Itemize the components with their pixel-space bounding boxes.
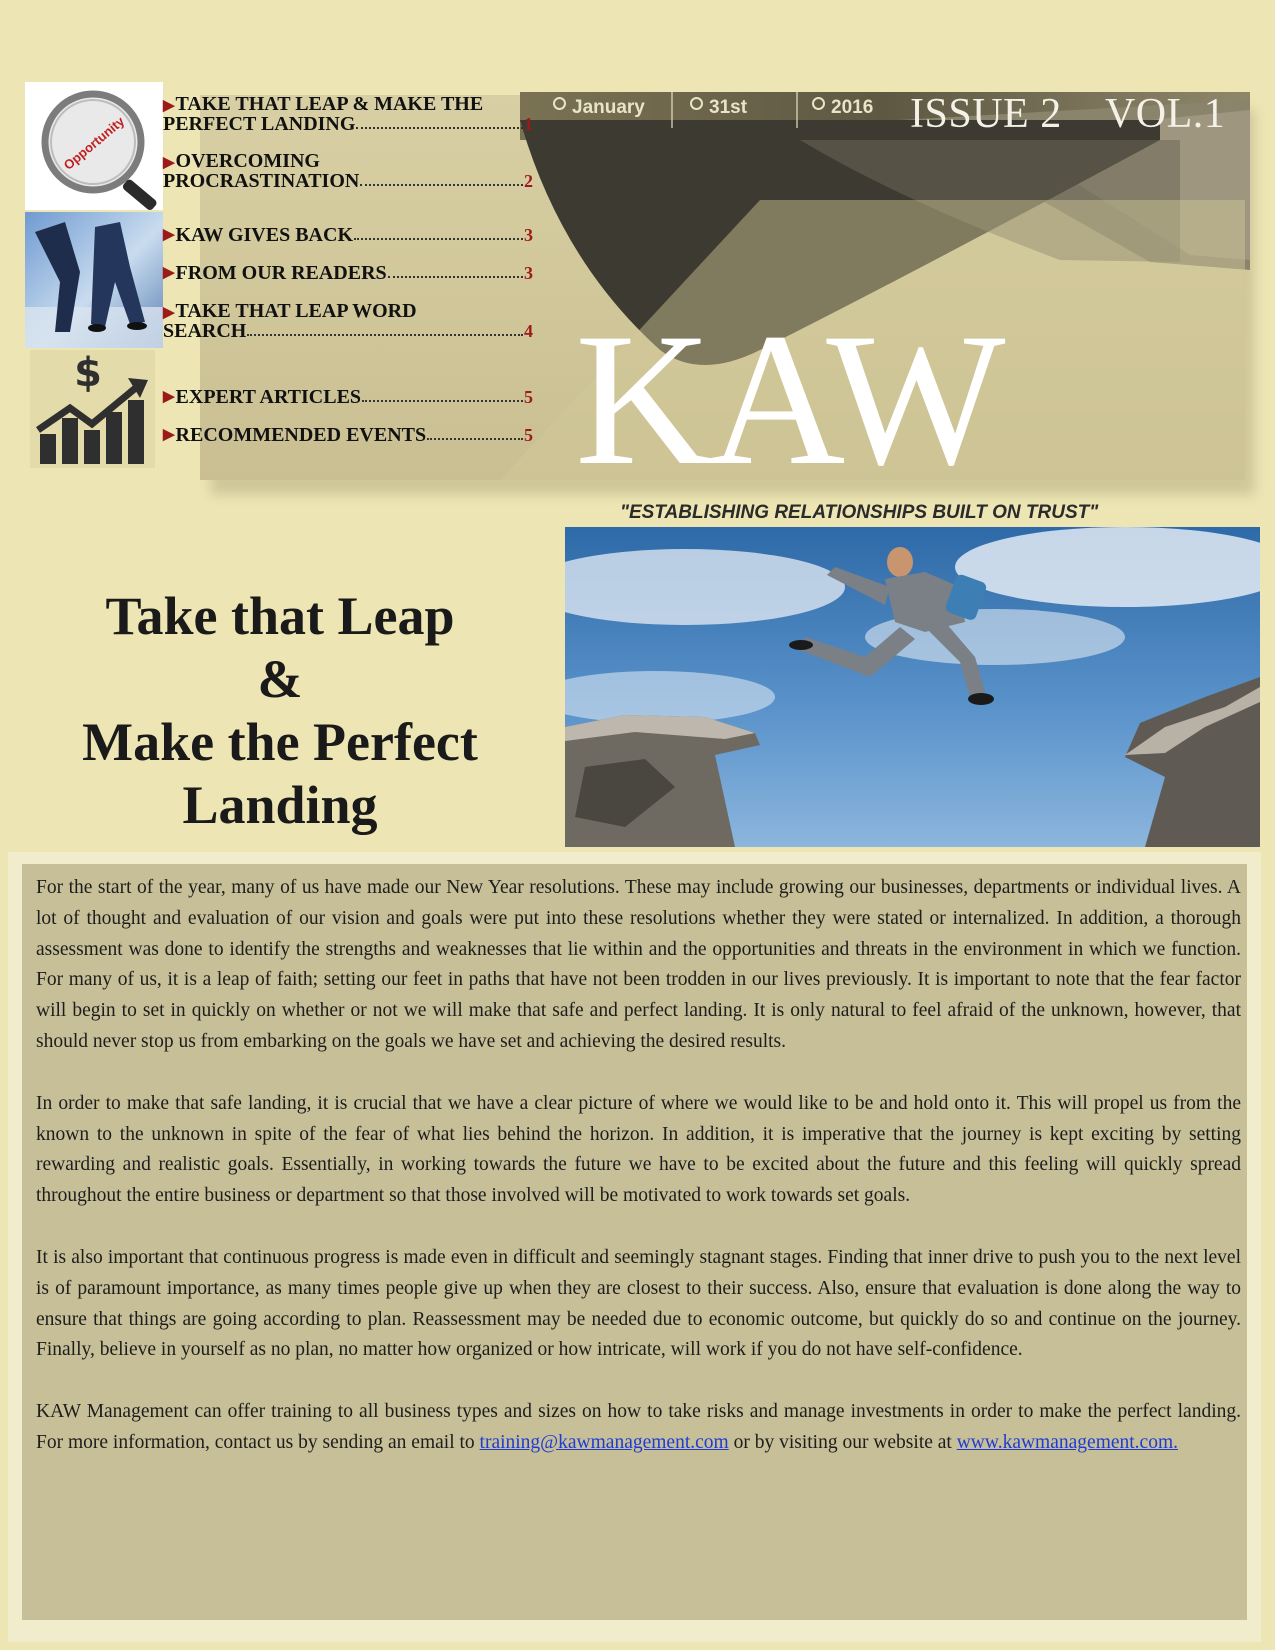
bullet-icon	[690, 97, 703, 110]
walking-thumbnail	[25, 212, 163, 348]
date-year: 2016	[812, 97, 873, 119]
bullet-icon	[812, 97, 825, 110]
toc-entry-4[interactable]: ▶ FROM OUR READERS 3	[163, 262, 533, 284]
svg-text:$: $	[74, 350, 102, 396]
toc-entry-2[interactable]: ▶OVERCOMING PROCRASTINATION 2	[163, 150, 533, 192]
magnifier-word: Opportunity	[60, 113, 128, 173]
article-body	[36, 873, 1241, 1490]
leap-photo	[565, 527, 1260, 847]
paragraph-1: For the start of the year, many of us have made our New Year resolutions. These may include growing our businesses, departments or individual lives. A lot of thought and evaluation of our vision and goals were put into these resolutions whether they were stated or internalized. In addition, a thorough assessment was done to identify the strengths and weaknesses that lie within and the opportunities and threats in the environment in which we function. For many of us, it is a leap of faith; setting our feet in paths that have not been trodden in our lives previously. It is important to note that the fear factor will begin to set in quickly on whether or not we will make that safe and perfect landing. It is only natural to feel afraid of the unknown, however, that should never stop us from embarking on the goals we have set and achieving the desired results.	[36, 877, 1241, 1052]
paragraph-2: In order to make that safe landing, it is crucial that we have a clear picture of where we would like to be and hold onto it. This will propel us from the known to the unknown in spite of the fear of what lies behind the horizon. In addition, it is imperative that the journey is kept exciting by setting rewarding and realistic goals. Essentially, in working towards the future we have to be excited about the future and this feeling will quickly spread throughout the entire business or department so that those involved will be motivated to work towards set goals.	[36, 1092, 1241, 1207]
email-link[interactable]: training@kawmanagement.com	[479, 1431, 729, 1453]
website-link[interactable]: www.kawmanagement.com.	[956, 1431, 1179, 1453]
issue-volume: ISSUE 2 VOL.1	[910, 91, 1226, 137]
masthead-title: KAW	[575, 295, 1002, 505]
paragraph-3: It is also important that continuous progress is made even in difficult and seemingly stagnant stages. Finding that inner drive to push you to the next level is of paramount importance, as many times people give up when they are closest to their success. Also, ensure that evaluation is done along the way to ensure that things are going according to plan. Reassessment may be needed due to economic outcome, but quickly do so and continue on the journey. Finally, believe in yourself as no plan, no matter how organized or how intricate, will work if you do not have self-confidence.	[36, 1246, 1241, 1361]
date-month: January	[553, 97, 645, 119]
tagline: "ESTABLISHING RELATIONSHIPS BUILT ON TRUST"	[620, 502, 1099, 523]
toc-entry-3[interactable]: ▶ KAW GIVES BACK 3	[163, 224, 533, 246]
toc-entry-1[interactable]: ▶TAKE THAT LEAP & MAKE THE PERFECT LANDING 1	[163, 93, 533, 135]
article-headline: Take that Leap & Make the Perfect Landing	[82, 586, 478, 835]
toc-entry-7[interactable]: ▶ RECOMMENDED EVENTS 5	[163, 424, 533, 446]
date-day: 31st	[690, 97, 747, 119]
magnifier-thumbnail	[25, 82, 163, 210]
growth-chart-icon	[30, 350, 155, 468]
toc-entry-5[interactable]: ▶TAKE THAT LEAP WORD SEARCH 4	[163, 300, 533, 342]
paragraph-4: KAW Management can offer training to all business types and sizes on how to take risks and manage investments in order to make the perfect landing. For more information, contact us by sending an email to training@kawmanagement.com or by visiting our website at www.kawmanagement.com.	[36, 1401, 1241, 1453]
bullet-icon	[553, 97, 566, 110]
toc-entry-6[interactable]: ▶ EXPERT ARTICLES 5	[163, 386, 533, 408]
table-of-contents	[163, 95, 533, 133]
